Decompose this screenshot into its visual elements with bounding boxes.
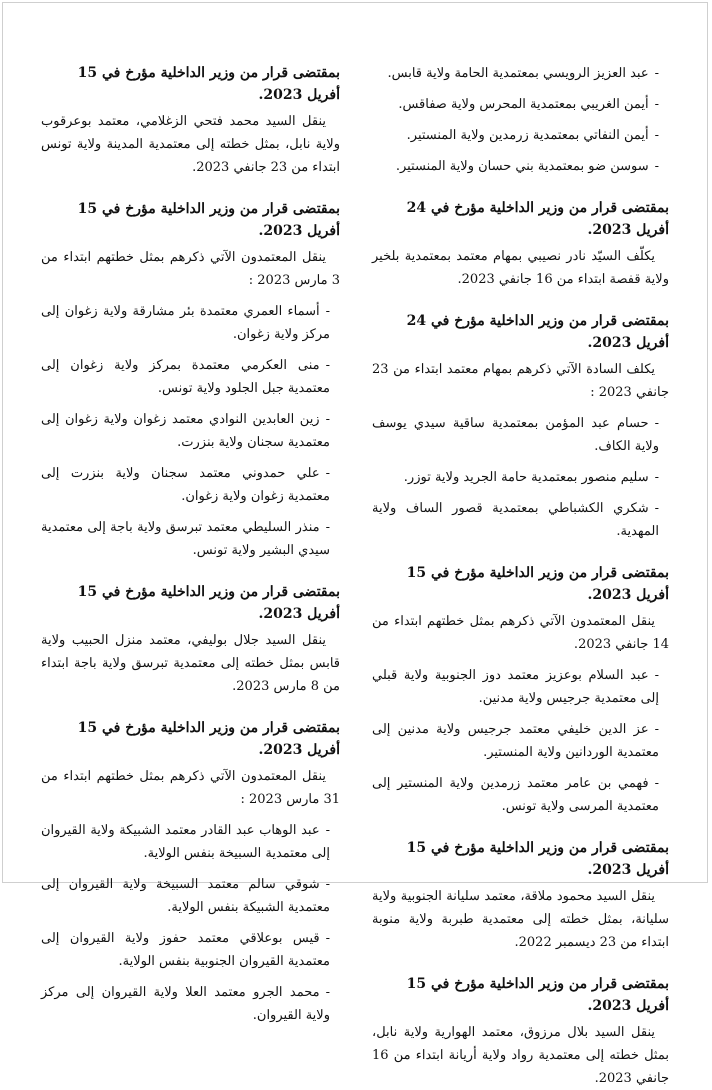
decree-section xyxy=(372,837,669,954)
left-column xyxy=(41,62,340,1027)
list-item-text: منى العكرمي معتمدة بمركز ولاية زغوان إلى معتمدية جبل الجلود ولاية تونس. xyxy=(41,358,330,396)
list-item-text: سوسن ضو بمعتمدية بني حسان ولاية المنستير. xyxy=(395,159,649,174)
list-item: -منذر السليطي معتمد تبرسق ولاية باجة إلى معتمدية سيدي البشير ولاية تونس. xyxy=(41,520,330,558)
section-heading: بمقتضى قرار من وزير الداخلية مؤرخ في 24 أفريل 2023. xyxy=(406,313,669,351)
intro-list xyxy=(372,62,669,178)
section-paragraph: ينقل السيد جلال بوليفي، معتمد منزل الحبيب ولاية قابس بمثل خطته إلى معتمدية تبرسق ولاية باجة ابتداء من 8 مارس 2023. xyxy=(41,633,340,694)
list-item-text: زين العابدين النوادي معتمد زغوان ولاية زغوان إلى معتمدية سجنان ولاية بنزرت. xyxy=(41,412,330,450)
list-item: -محمد الجرو معتمد العلا ولاية القيروان إلى مركز ولاية القيروان. xyxy=(41,985,330,1023)
list-item-text: سليم منصور بمعتمدية حامة الجريد ولاية توزر. xyxy=(403,470,649,485)
decree-section xyxy=(41,198,340,562)
list-item-text: قيس بوعلاقي معتمد حفوز ولاية القيروان إلى معتمدية القيروان الجنوبية بنفس الولاية. xyxy=(41,931,330,969)
decree-section xyxy=(41,717,340,1027)
section-paragraph: يكلف السادة الآتي ذكرهم بمهام معتمد ابتداء من 23 جانفي 2023 : xyxy=(372,362,669,400)
decree-section xyxy=(372,562,669,818)
list-item-text: أسماء العمري معتمدة بئر مشارقة ولاية زغوان إلى مركز ولاية زغوان. xyxy=(41,304,330,342)
list-item-text: عز الدين خليفي معتمد جرجيس ولاية مدنين إلى معتمدية الوردانين ولاية المنستير. xyxy=(372,722,659,760)
decree-section xyxy=(372,197,669,291)
list-item-text: منذر السليطي معتمد تبرسق ولاية باجة إلى معتمدية سيدي البشير ولاية تونس. xyxy=(41,520,330,558)
section-heading: بمقتضى قرار من وزير الداخلية مؤرخ في 15 أفريل 2023. xyxy=(77,720,340,758)
list-item-text: عبد الوهاب عبد القادر معتمد الشبيكة ولاية القيروان إلى معتمدية السبيخة بنفس الولاية. xyxy=(41,823,330,861)
section-paragraph: ينقل السيد محمد فتحي الزغلامي، معتمد بوعرقوب ولاية نابل، بمثل خطته إلى معتمدية المدينة ولاية تونس ابتداء من 23 جانفي 2023. xyxy=(41,114,340,175)
list-item: -عبد العزيز الرويسي بمعتمدية الحامة ولاية قابس. xyxy=(387,66,659,81)
list-item: -عبد الوهاب عبد القادر معتمد الشبيكة ولاية القيروان إلى معتمدية السبيخة بنفس الولاية. xyxy=(41,823,330,861)
list-item: -فهمي بن عامر معتمد زرمدين ولاية المنستير إلى معتمدية المرسى ولاية تونس. xyxy=(372,776,659,814)
list-item-text: محمد الجرو معتمد العلا ولاية القيروان إلى مركز ولاية القيروان. xyxy=(41,985,330,1023)
list-item-text: شكري الكشباطي بمعتمدية قصور الساف ولاية المهدية. xyxy=(372,501,659,539)
list-item: -سوسن ضو بمعتمدية بني حسان ولاية المنستير. xyxy=(395,159,659,174)
decree-section xyxy=(41,62,340,179)
section-paragraph: ينقل المعتمدون الآتي ذكرهم بمثل خطتهم ابتداء من 31 مارس 2023 : xyxy=(41,769,340,807)
section-paragraph: يكلّف السيّد نادر نصيبي بمهام معتمد بمعتمدية بلخير ولاية قفصة ابتداء من 16 جانفي 2023. xyxy=(372,249,669,287)
list-item: -أسماء العمري معتمدة بئر مشارقة ولاية زغوان إلى مركز ولاية زغوان. xyxy=(41,304,330,342)
decree-section xyxy=(372,973,669,1090)
right-column xyxy=(372,62,669,1090)
list-item-text: شوقي سالم معتمد السبيخة ولاية القيروان إلى معتمدية الشبيكة بنفس الولاية. xyxy=(41,877,330,915)
section-heading: بمقتضى قرار من وزير الداخلية مؤرخ في 15 أفريل 2023. xyxy=(406,976,669,1014)
list-item: -سليم منصور بمعتمدية حامة الجريد ولاية توزر. xyxy=(403,470,659,485)
list-item: -أيمن الغريبي بمعتمدية المحرس ولاية صفاقس. xyxy=(398,97,659,112)
list-item: -زين العابدين النوادي معتمد زغوان ولاية زغوان إلى معتمدية سجنان ولاية بنزرت. xyxy=(41,412,330,450)
section-heading: بمقتضى قرار من وزير الداخلية مؤرخ في 15 أفريل 2023. xyxy=(406,840,669,878)
list-item: -شوقي سالم معتمد السبيخة ولاية القيروان إلى معتمدية الشبيكة بنفس الولاية. xyxy=(41,877,330,915)
section-heading: بمقتضى قرار من وزير الداخلية مؤرخ في 24 أفريل 2023. xyxy=(406,200,669,238)
list-item-text: أيمن الغريبي بمعتمدية المحرس ولاية صفاقس. xyxy=(398,97,649,112)
decree-section xyxy=(41,581,340,698)
list-item-text: عبد السلام بوعزيز معتمد دوز الجنوبية ولاية قبلي إلى معتمدية جرجيس ولاية مدنين. xyxy=(372,668,659,706)
list-item-text: أيمن النفاتي بمعتمدية زرمدين ولاية المنستير. xyxy=(406,128,649,143)
list-item: -أيمن النفاتي بمعتمدية زرمدين ولاية المنستير. xyxy=(406,128,659,143)
list-item: -شكري الكشباطي بمعتمدية قصور الساف ولاية المهدية. xyxy=(372,501,659,539)
section-heading: بمقتضى قرار من وزير الداخلية مؤرخ في 15 أفريل 2023. xyxy=(406,565,669,603)
list-item: -قيس بوعلاقي معتمد حفوز ولاية القيروان إلى معتمدية القيروان الجنوبية بنفس الولاية. xyxy=(41,931,330,969)
section-paragraph: ينقل السيد محمود ملاقة، معتمد سليانة الجنوبية ولاية سليانة، بمثل خطته إلى معتمدية طبربة ولاية منوبة ابتداء من 23 ديسمبر 2022. xyxy=(372,889,669,950)
section-paragraph: ينقل المعتمدون الآتي ذكرهم بمثل خطتهم ابتداء من 3 مارس 2023 : xyxy=(41,250,340,288)
list-item: -حسام عبد المؤمن بمعتمدية ساقية سيدي يوسف ولاية الكاف. xyxy=(372,416,659,454)
list-item-text: علي حمدوني معتمد سجنان ولاية بنزرت إلى معتمدية زغوان ولاية زغوان. xyxy=(41,466,330,504)
section-paragraph: ينقل المعتمدون الآتي ذكرهم بمثل خطتهم ابتداء من 14 جانفي 2023. xyxy=(372,614,669,652)
list-item: -عز الدين خليفي معتمد جرجيس ولاية مدنين إلى معتمدية الوردانين ولاية المنستير. xyxy=(372,722,659,760)
section-heading: بمقتضى قرار من وزير الداخلية مؤرخ في 15 أفريل 2023. xyxy=(77,584,340,622)
section-heading: بمقتضى قرار من وزير الداخلية مؤرخ في 15 أفريل 2023. xyxy=(77,201,340,239)
list-item-text: فهمي بن عامر معتمد زرمدين ولاية المنستير إلى معتمدية المرسى ولاية تونس. xyxy=(372,776,659,814)
list-item: -علي حمدوني معتمد سجنان ولاية بنزرت إلى معتمدية زغوان ولاية زغوان. xyxy=(41,466,330,504)
section-heading: بمقتضى قرار من وزير الداخلية مؤرخ في 15 أفريل 2023. xyxy=(77,65,340,103)
list-item-text: حسام عبد المؤمن بمعتمدية ساقية سيدي يوسف ولاية الكاف. xyxy=(372,416,659,454)
list-item: -عبد السلام بوعزيز معتمد دوز الجنوبية ولاية قبلي إلى معتمدية جرجيس ولاية مدنين. xyxy=(372,668,659,706)
list-item-text: عبد العزيز الرويسي بمعتمدية الحامة ولاية قابس. xyxy=(387,66,649,81)
decree-section xyxy=(372,310,669,543)
list-item: -منى العكرمي معتمدة بمركز ولاية زغوان إلى معتمدية جبل الجلود ولاية تونس. xyxy=(41,358,330,396)
section-paragraph: ينقل السيد بلال مرزوق، معتمد الهوارية ولاية نابل، بمثل خطته إلى معتمدية رواد ولاية أريانة ابتداء من 16 جانفي 2023. xyxy=(372,1025,669,1086)
